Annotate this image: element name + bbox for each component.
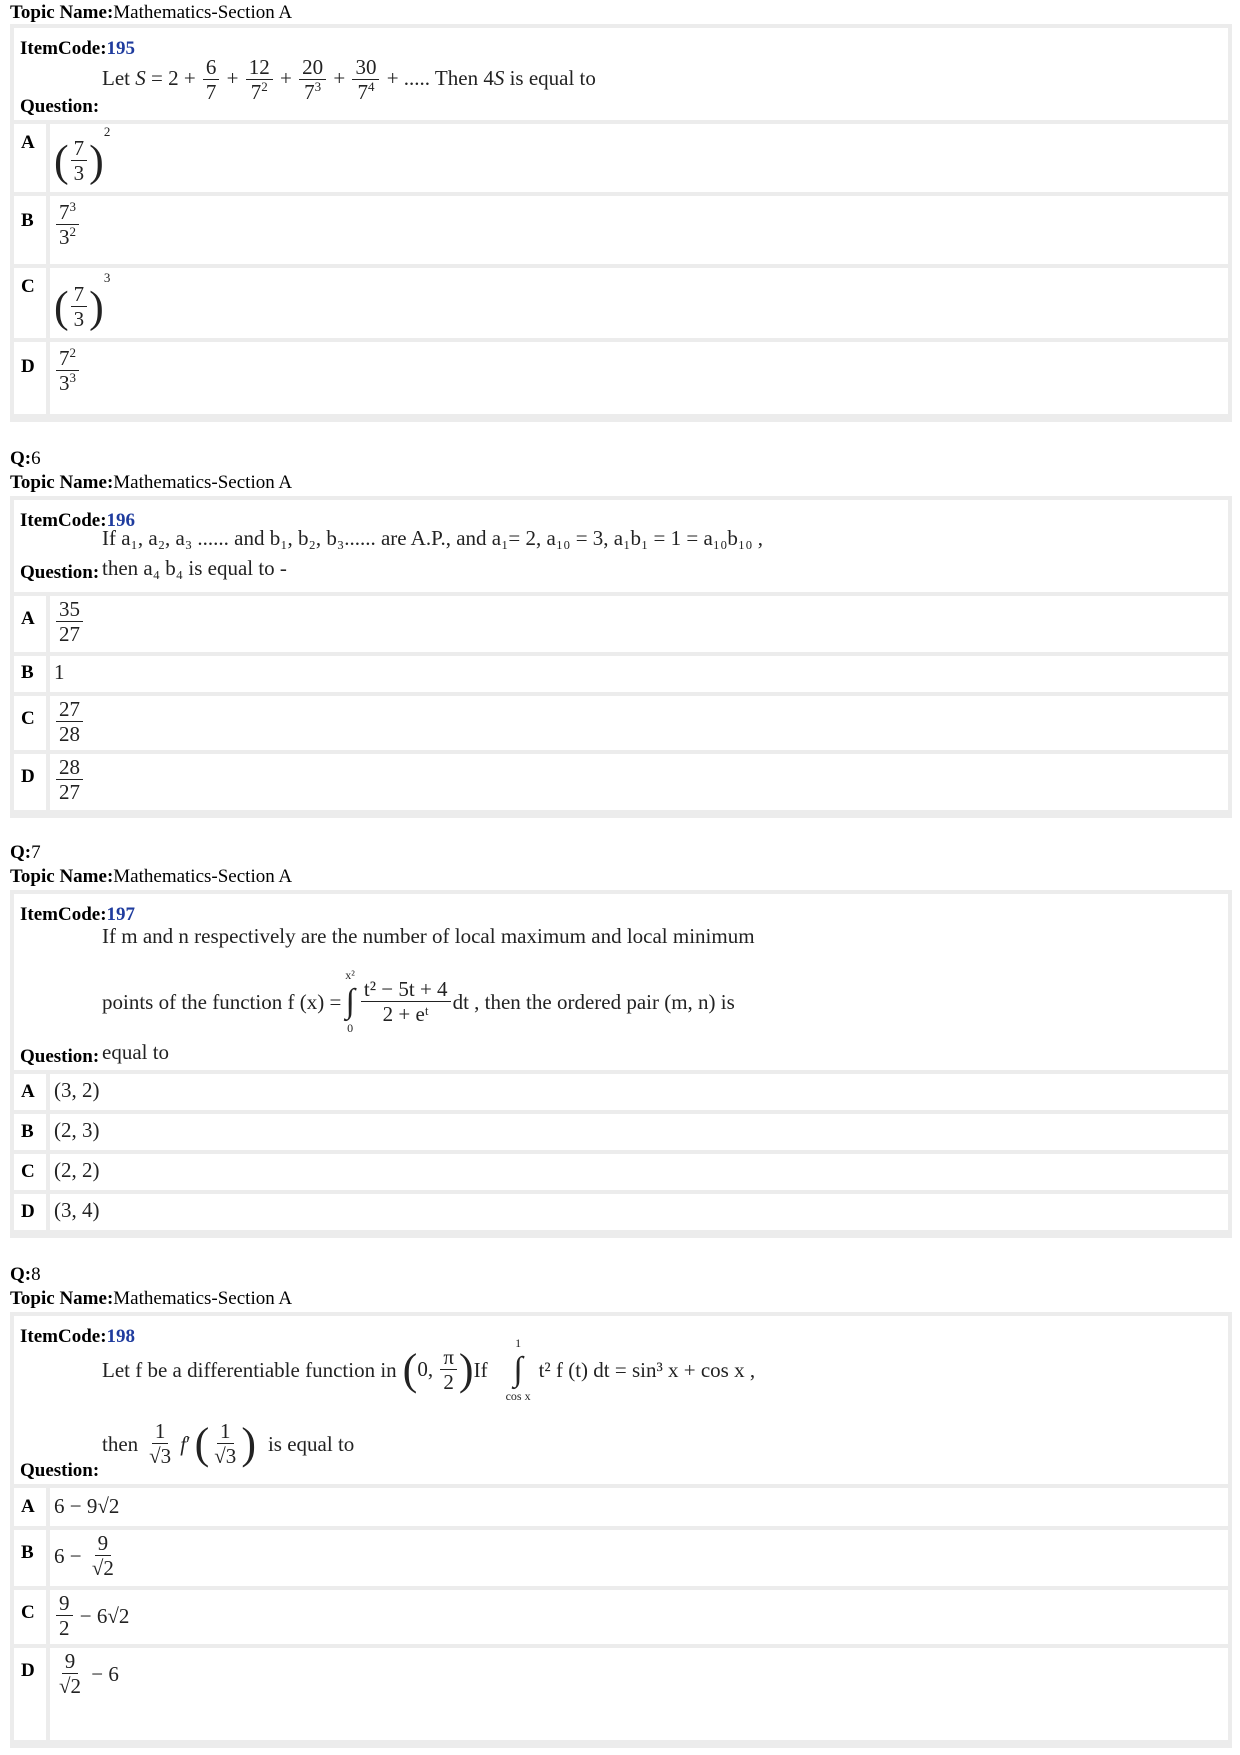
option-b[interactable]: B 1 <box>14 656 1228 692</box>
question-box <box>10 24 1232 422</box>
option-c[interactable]: C ( $\frac{7}{3}$ )$^3$ <box>14 268 1228 338</box>
topic-line: Topic Name:Mathematics-Section A <box>10 2 293 23</box>
option-a[interactable]: A ( $\frac{7}{3}$ )$^2$ <box>14 124 1228 192</box>
option-a[interactable]: A 6 − 9√2 <box>14 1488 1228 1526</box>
question-box <box>10 496 1232 818</box>
question-text: Let S = 2 + $\frac{6}{7}$ + $\frac{12}{7^2}$ + $\frac{20}{7^3}$ + $\frac{30}{7^4}$ + ..... Then 4S is equal to <box>102 55 596 105</box>
option-b[interactable]: B 6 − $\frac{9}{√2}$ <box>14 1530 1228 1586</box>
question-text-line2: then a₄ b₄ is equal to - <box>102 556 287 580</box>
option-c[interactable]: C (2, 2) <box>14 1154 1228 1190</box>
question-cell: ItemCode:196 If a₁, a₂, a₃ ...... and b₁, b₂, b₃...... are A.P., and a₁= 2, a₁₀ = 3, a₁b₁ = 1 = a₁₀b₁₀ , then a₄ b₄ is equal to - Question: <box>14 500 1228 592</box>
question-text-line1: Let f be a differentiable function in ( 0, $\frac{\pi}{2}$ ) If 1 ∫ cos x t² f (t) dt = sin³ x + cos x , <box>102 1336 756 1403</box>
topic-line: Topic Name:Mathematics-Section A <box>10 1288 293 1309</box>
option-d[interactable]: D $\frac{7^2}{3^3}$ <box>14 342 1228 414</box>
option-b[interactable]: B $\frac{7^3}{3^2}$ <box>14 196 1228 264</box>
question-number: Q:7 <box>10 842 41 863</box>
question-cell: ItemCode:195 Let S = 2 + $\frac{6}{7}$ + $\frac{12}{7^2}$ + $\frac{20}{7^3}$ + $\frac{30}{7^4}$ + ..... Then 4S is equal to Question: <box>14 28 1228 120</box>
option-d[interactable]: D $\frac{9}{√2}$ − 6 <box>14 1648 1228 1740</box>
question-box <box>10 890 1232 1238</box>
question-text-line2: points of the function f (x) = x² ∫ 0 $\frac{\text{t² − 5t + 4}}{\text{2 + eᵗ}}$ dt , then the ordered pair (m, n) is <box>102 968 735 1035</box>
option-d[interactable]: D $\frac{28}{27}$ <box>14 754 1228 810</box>
option-c[interactable]: C $\frac{9}{2}$ − 6√2 <box>14 1590 1228 1644</box>
question-cell: ItemCode:197 If m and n respectively are the number of local maximum and local minimum points of the function f (x) = x² ∫ 0 $\frac{\text{t² − 5t + 4}}{\text{2 + eᵗ}}$ dt , then the ordered pair (m, n) is equal to Question: <box>14 894 1228 1070</box>
question-text-line2: then $\frac{1}{√3}$ f′ ( $\frac{1}{√3}$ ) is equal to <box>102 1419 355 1469</box>
option-d[interactable]: D (3, 4) <box>14 1194 1228 1230</box>
option-c[interactable]: C $\frac{27}{28}$ <box>14 696 1228 750</box>
question-cell: ItemCode:198 Let f be a differentiable function in ( 0, $\frac{\pi}{2}$ ) If 1 ∫ cos x t² f (t) dt = sin³ x + cos x , then $\frac{1}{√3}$ f′ ( $\frac{1}{√3}$ ) is equal to Question: <box>14 1316 1228 1484</box>
question-text-line1: If m and n respectively are the number of local maximum and local minimum <box>102 924 755 948</box>
question-text-line1: If a₁, a₂, a₃ ...... and b₁, b₂, b₃...... are A.P., and a₁= 2, a₁₀ = 3, a₁b₁ = 1 = a₁₀b₁₀ , <box>102 526 764 550</box>
option-b[interactable]: B (2, 3) <box>14 1114 1228 1150</box>
option-a[interactable]: A (3, 2) <box>14 1074 1228 1110</box>
question-number: Q:8 <box>10 1264 41 1285</box>
option-a[interactable]: A $\frac{35}{27}$ <box>14 596 1228 652</box>
question-number: Q:6 <box>10 448 41 469</box>
topic-line: Topic Name:Mathematics-Section A <box>10 472 293 493</box>
topic-line: Topic Name:Mathematics-Section A <box>10 866 293 887</box>
question-box <box>10 1312 1232 1748</box>
